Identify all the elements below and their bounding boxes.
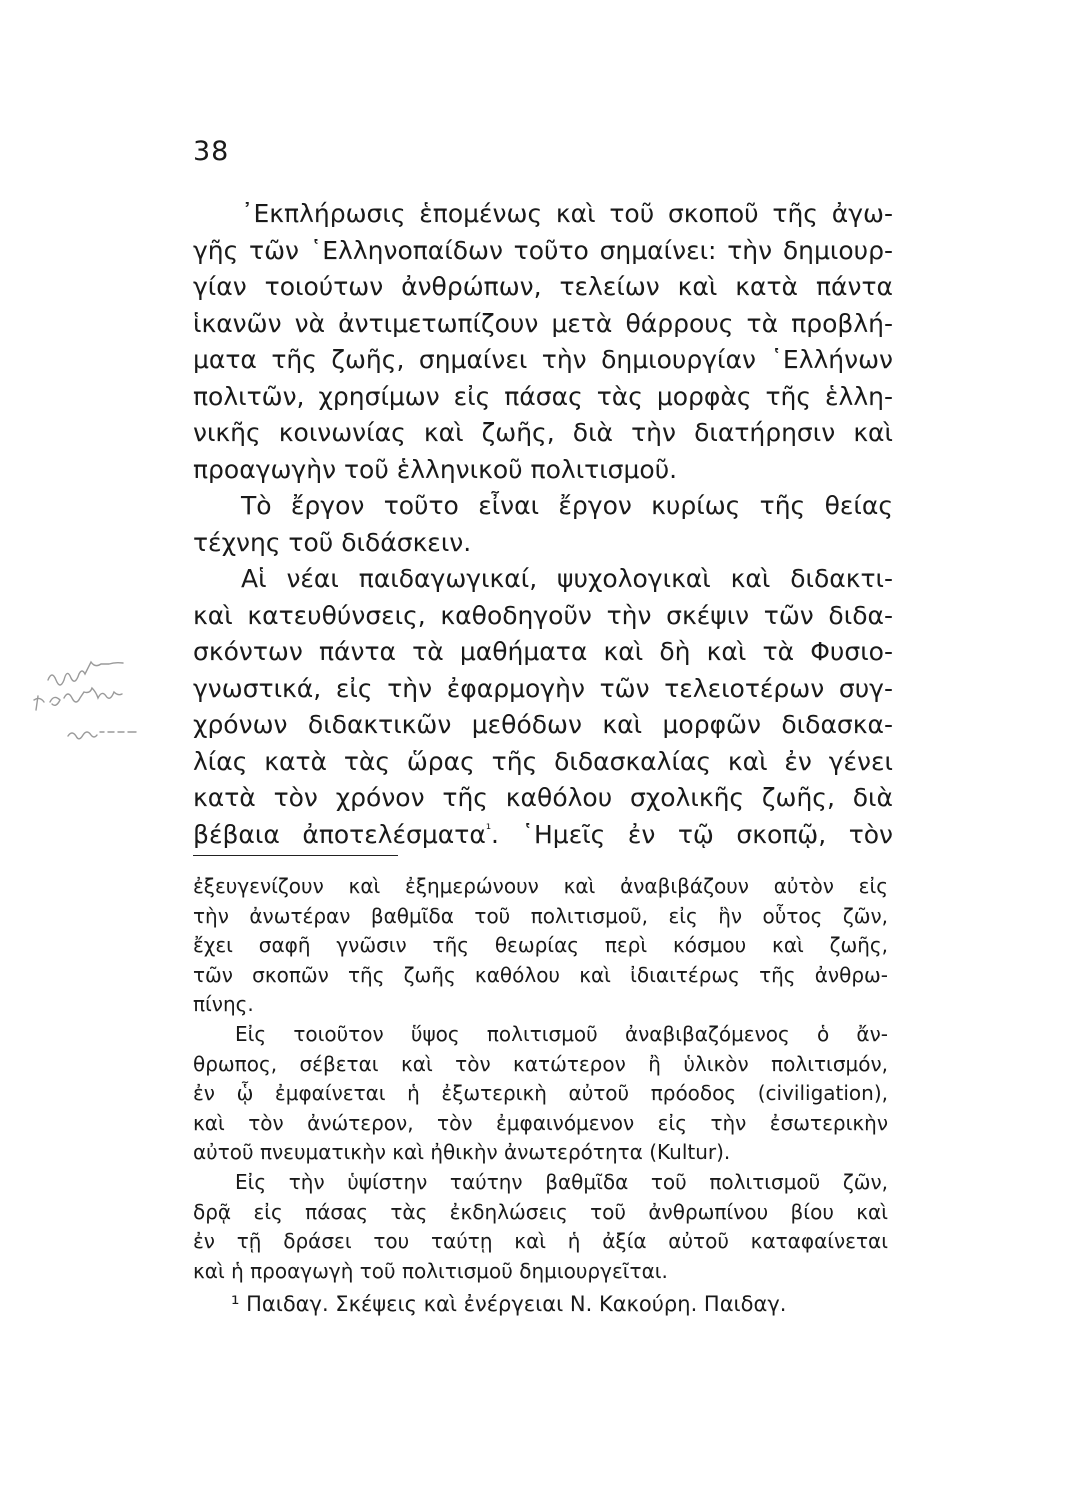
footnotes xyxy=(193,872,888,1320)
main-line: κατὰ τὸν χρόνον τῆς καθόλου σχολικῆς ζωῆς, διὰ xyxy=(193,783,893,812)
footnote-line: τῶν σκοπῶν τῆς ζωῆς καθόλου καὶ ἰδιαιτέρως τῆς ἀνθρω- xyxy=(193,962,888,987)
main-line: Αἱ νέαι παιδαγωγικαί, ψυχολογικαὶ καὶ διδακτι- xyxy=(241,564,893,593)
footnote-line: Εἰς τοιοῦτον ὕψος πολιτισμοῦ ἀναβιβαζόμενος ὁ ἄν- xyxy=(235,1021,888,1046)
page-number: 38 xyxy=(193,136,230,167)
main-line: Τὸ ἔργον τοῦτο εἶναι ἔργον κυρίως τῆς θείας xyxy=(241,491,893,520)
main-line: γίαν τοιούτων ἀνθρώπων, τελείων καὶ κατὰ πάντα xyxy=(193,272,893,301)
footnote-line: καὶ τὸν ἀνώτερον, τὸν ἐμφαινόμενον εἰς τὴν ἐσωτερικὴν xyxy=(193,1110,888,1135)
main-line: λίας κατὰ τὰς ὥρας τῆς διδασκαλίας καὶ ἐν γένει xyxy=(193,746,893,776)
main-line: γῆς τῶν ῾Ελληνοπαίδων τοῦτο σημαίνει: τὴν δημιουρ- xyxy=(193,235,893,265)
main-line: καὶ κατευθύνσεις, καθοδηγοῦν τὴν σκέψιν τῶν διδα- xyxy=(193,600,893,630)
main-line: σκόντων πάντα τὰ μαθήματα καὶ δὴ καὶ τὰ Φυσιο- xyxy=(193,637,893,666)
footnote-line: αὐτοῦ πνευματικὴν καὶ ἠθικὴν ἀνωτερότητα (Kultur). xyxy=(193,1140,731,1165)
main-line: προαγωγὴν τοῦ ἑλληνικοῦ πολιτισμοῦ. xyxy=(193,454,678,484)
main-line: γνωστικά, εἰς τὴν ἐφαρμογὴν τῶν τελειοτέρων συγ- xyxy=(193,673,893,703)
footnote-line: δρᾷ εἰς πάσας τὰς ἐκδηλώσεις τοῦ ἀνθρωπίνου βίου καὶ xyxy=(193,1199,888,1224)
main-line-final xyxy=(193,817,893,854)
footnote-divider xyxy=(193,855,398,856)
handwritten-margin-note xyxy=(28,640,188,760)
footnote-marker: ¹ xyxy=(485,822,492,838)
footnote-line: ἔχει σαφῆ γνῶσιν τῆς θεωρίας περὶ κόσμου καὶ ζωῆς, xyxy=(193,933,888,958)
main-line: νικῆς κοινωνίας καὶ ζωῆς, διὰ τὴν διατήρησιν καὶ xyxy=(193,418,893,447)
main-line: ματα τῆς ζωῆς, σημαίνει τὴν δημιουργίαν ῾Ελλήνων xyxy=(193,345,893,374)
footnote-line: Εἰς τὴν ὑψίστην ταύτην βαθμῖδα τοῦ πολιτισμοῦ ζῶν, xyxy=(235,1169,888,1194)
main-line: ἱκανῶν νὰ ἀντιμετωπίζουν μετὰ θάρρους τὰ προβλή- xyxy=(193,308,893,338)
main-text xyxy=(193,196,893,853)
main-line: τέχνης τοῦ διδάσκειν. xyxy=(193,527,472,557)
main-line: ᾽Εκπλήρωσις ἑπομένως καὶ τοῦ σκοποῦ τῆς ἀγω- xyxy=(241,199,893,228)
main-line: πολιτῶν, χρησίμων εἰς πάσας τὰς μορφὰς τῆς ἑλλη- xyxy=(193,381,893,411)
footnote-line: πίνης. xyxy=(193,992,254,1017)
footnote-line: καὶ ἡ προαγωγὴ τοῦ πολιτισμοῦ δημιουργεῖται. xyxy=(193,1258,668,1283)
main-line: χρόνων διδακτικῶν μεθόδων καὶ μορφῶν διδασκα- xyxy=(193,710,893,739)
main-line-tail: . ῾Ημεῖς ἐν τῷ σκοπῷ, τὸν xyxy=(491,819,893,849)
footnote-line: θρωπος, σέβεται καὶ τὸν κατώτερον ἢ ὑλικὸν πολιτισμόν, xyxy=(193,1051,888,1076)
footnote-line: ἐν τῇ δράσει του ταύτῃ καὶ ἡ ἀξία αὐτοῦ καταφαίνεται xyxy=(193,1229,888,1254)
footnote-line: ἐξευγενίζουν καὶ ἐξημερώνουν καὶ ἀναβιβάζουν αὐτὸν εἰς xyxy=(193,874,888,898)
footnote-line: ἐν ᾧ ἐμφαίνεται ἡ ἐξωτερικὴ αὐτοῦ πρόοδος (civiligation), xyxy=(193,1081,888,1106)
footnote-reference: ¹ Παιδαγ. Σκέψεις καὶ ἐνέργειαι Ν. Κακούρη. Παιδαγ. xyxy=(231,1292,787,1317)
footnote-line: τὴν ἀνωτέραν βαθμῖδα τοῦ πολιτισμοῦ, εἰς ἣν οὗτος ζῶν, xyxy=(193,903,888,928)
main-line-start: βέβαια ἀποτελέσματα xyxy=(193,819,486,849)
